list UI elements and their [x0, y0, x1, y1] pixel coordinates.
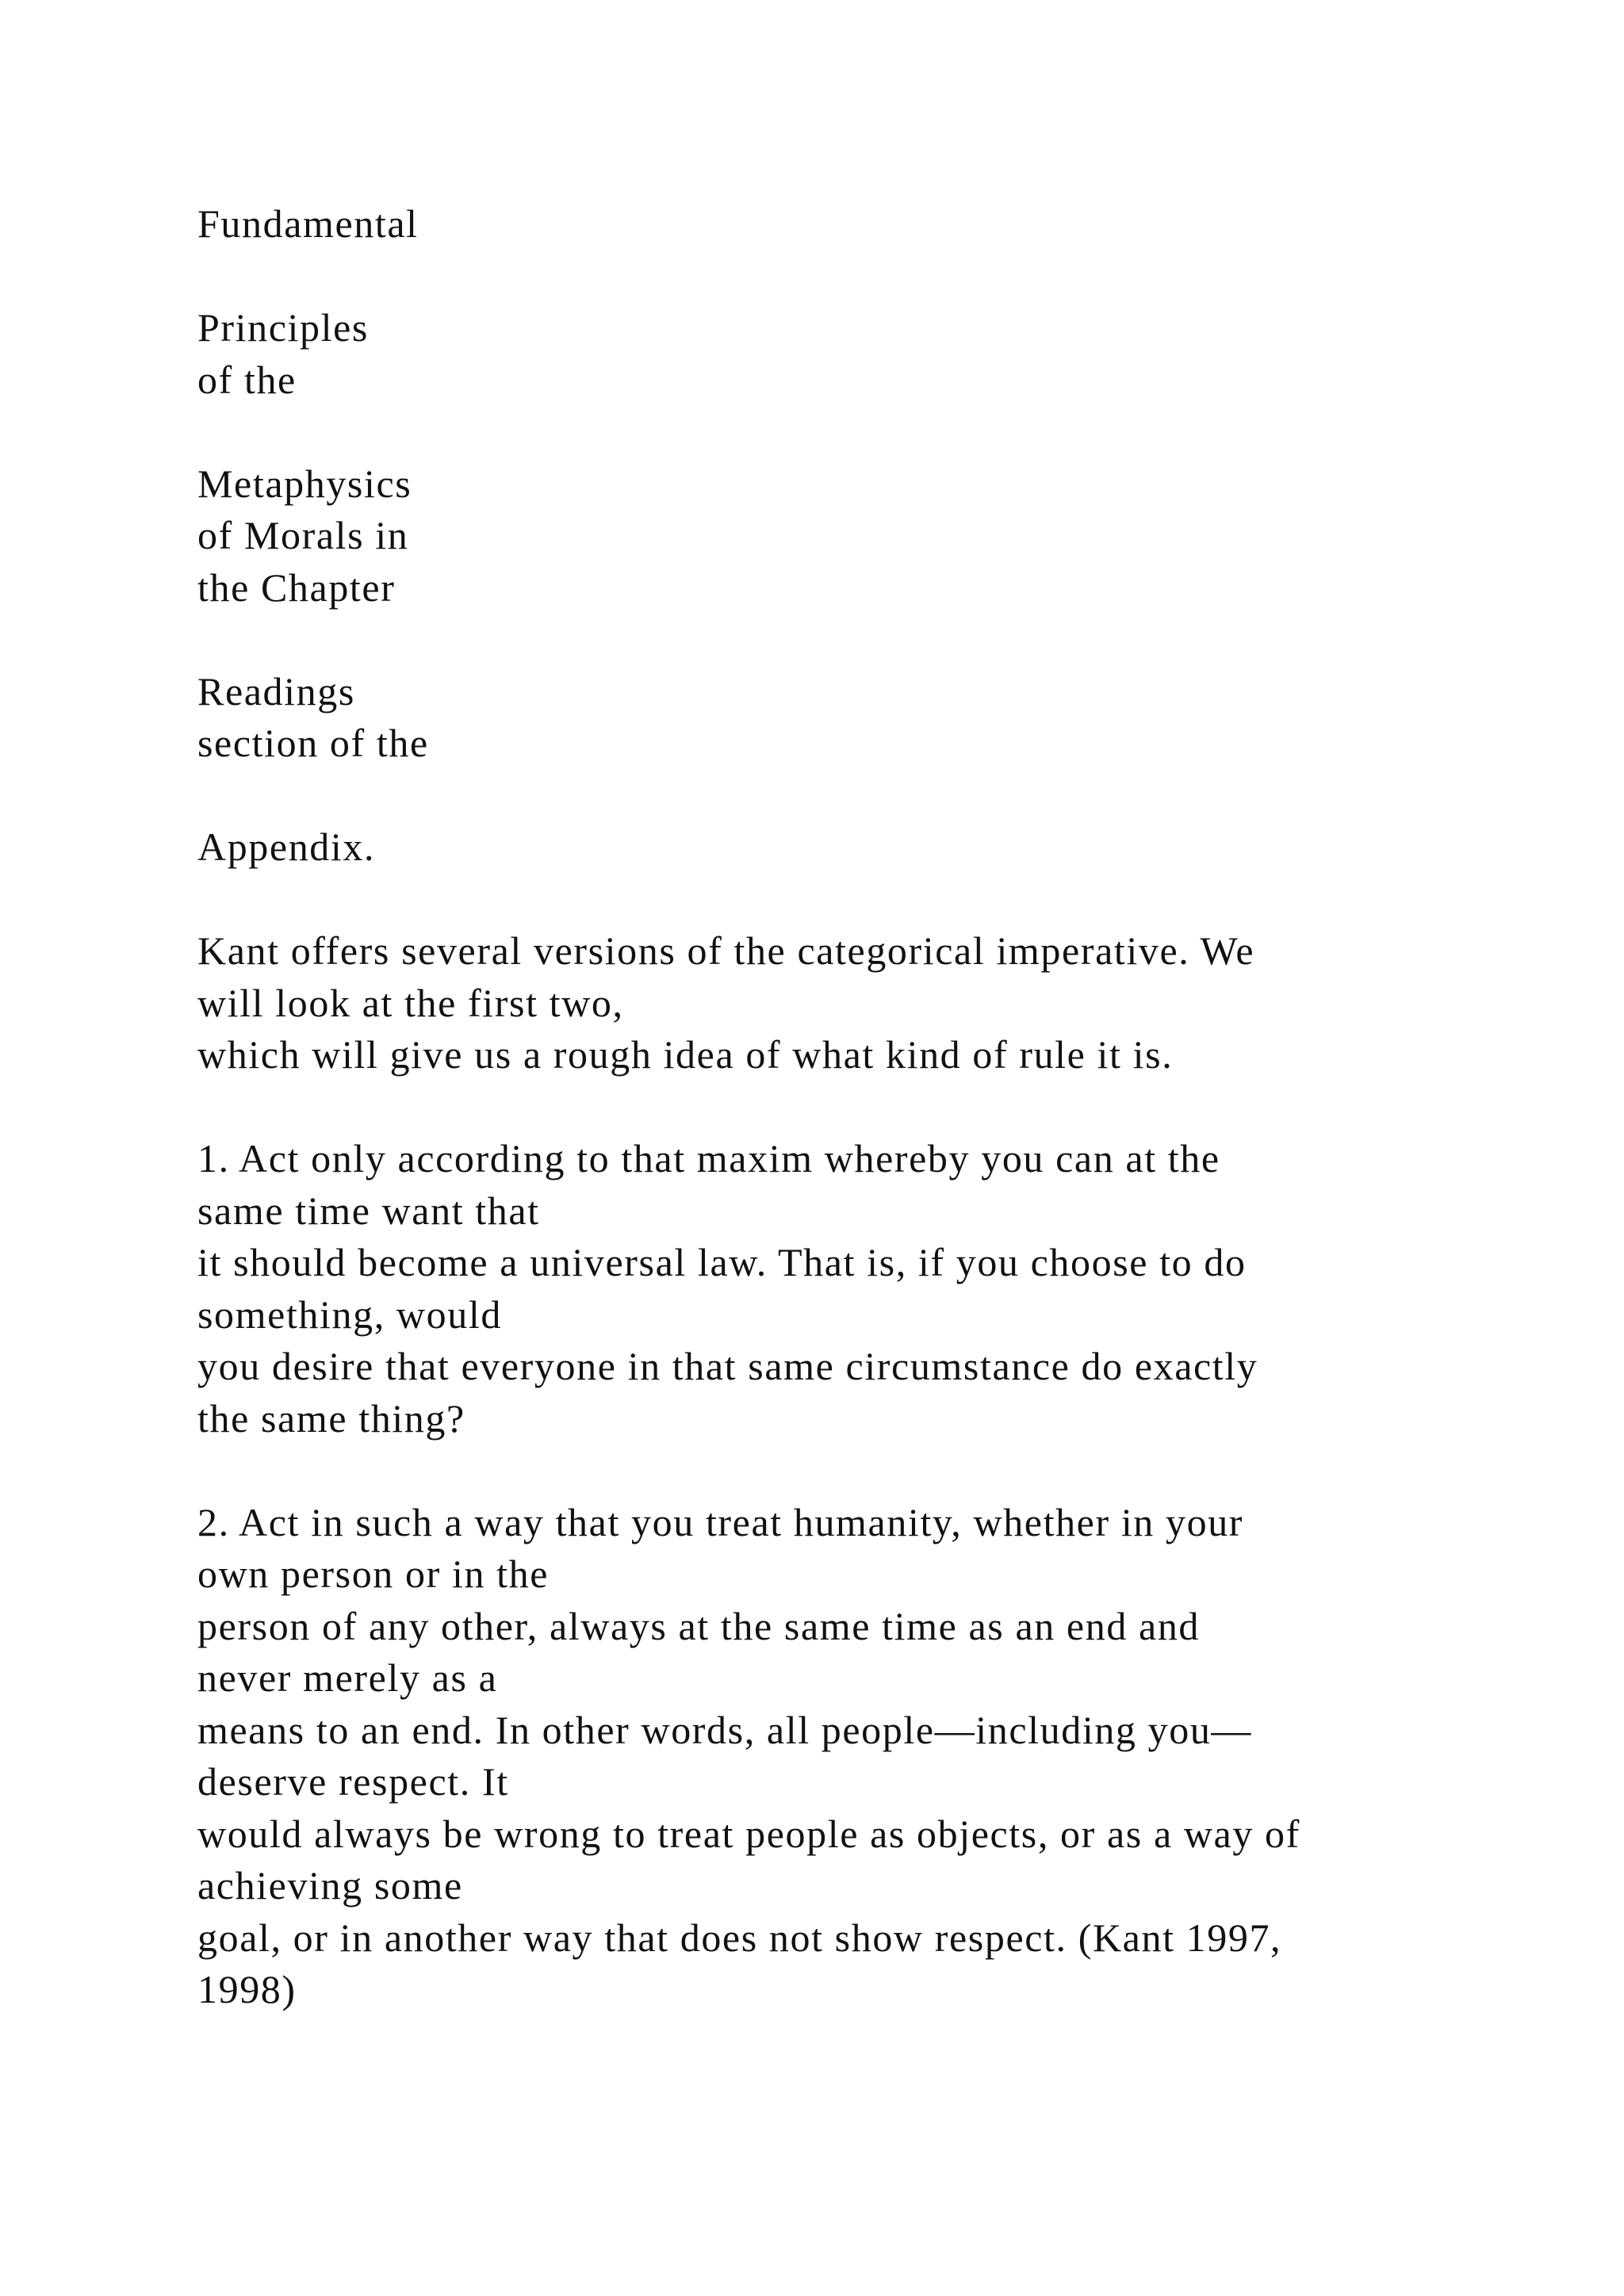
- blank-line: [197, 874, 1577, 926]
- text-line: the same thing?: [197, 1395, 465, 1441]
- document-body: [197, 198, 1577, 2016]
- text-line: Metaphysics: [197, 461, 412, 506]
- text-line: person of any other, always at the same time as an end and: [197, 1603, 1201, 1648]
- text-line: will look at the first two,: [197, 980, 624, 1025]
- blank-line: [197, 1081, 1577, 1134]
- blank-line: [197, 770, 1577, 822]
- text-line: own person or in the: [197, 1552, 550, 1596]
- text-line: of Morals in: [197, 513, 409, 557]
- text-line: of the: [197, 357, 297, 402]
- text-line: it should become a universal law. That is, if you choose to do: [197, 1240, 1247, 1284]
- text-line: would always be wrong to treat people as objects, or as a way of: [197, 1811, 1300, 1856]
- text-line: means to an end. In other words, all people—including you—: [197, 1707, 1253, 1752]
- text-line: Fundamental: [197, 201, 419, 246]
- text-line: Kant offers several versions of the categorical imperative. We: [197, 928, 1255, 973]
- text-line: Appendix.: [197, 825, 376, 869]
- text-line: Readings: [197, 668, 355, 714]
- text-line: section of the: [197, 721, 429, 765]
- text-line: deserve respect. It: [197, 1759, 509, 1804]
- text-line: same time want that: [197, 1188, 540, 1233]
- text-line: something, would: [197, 1292, 502, 1337]
- text-line: you desire that everyone in that same circumstance do exactly: [197, 1344, 1258, 1388]
- text-line: 1. Act only according to that maxim whereby you can at the: [197, 1136, 1220, 1181]
- blank-line: [197, 406, 1577, 458]
- text-line: never merely as a: [197, 1655, 498, 1700]
- text-line: 2. Act in such a way that you treat humanity, whether in your: [197, 1499, 1244, 1544]
- text-line: 1998): [197, 1967, 297, 2011]
- text-line: which will give us a rough idea of what kind of rule it is.: [197, 1032, 1174, 1077]
- blank-line: [197, 614, 1577, 666]
- blank-line: [197, 251, 1577, 303]
- text-line: achieving some: [197, 1863, 463, 1908]
- text-line: the Chapter: [197, 564, 396, 610]
- text-line: goal, or in another way that does not show respect. (Kant 1997,: [197, 1915, 1282, 1960]
- blank-line: [197, 1445, 1577, 1497]
- text-line: Principles: [197, 305, 369, 350]
